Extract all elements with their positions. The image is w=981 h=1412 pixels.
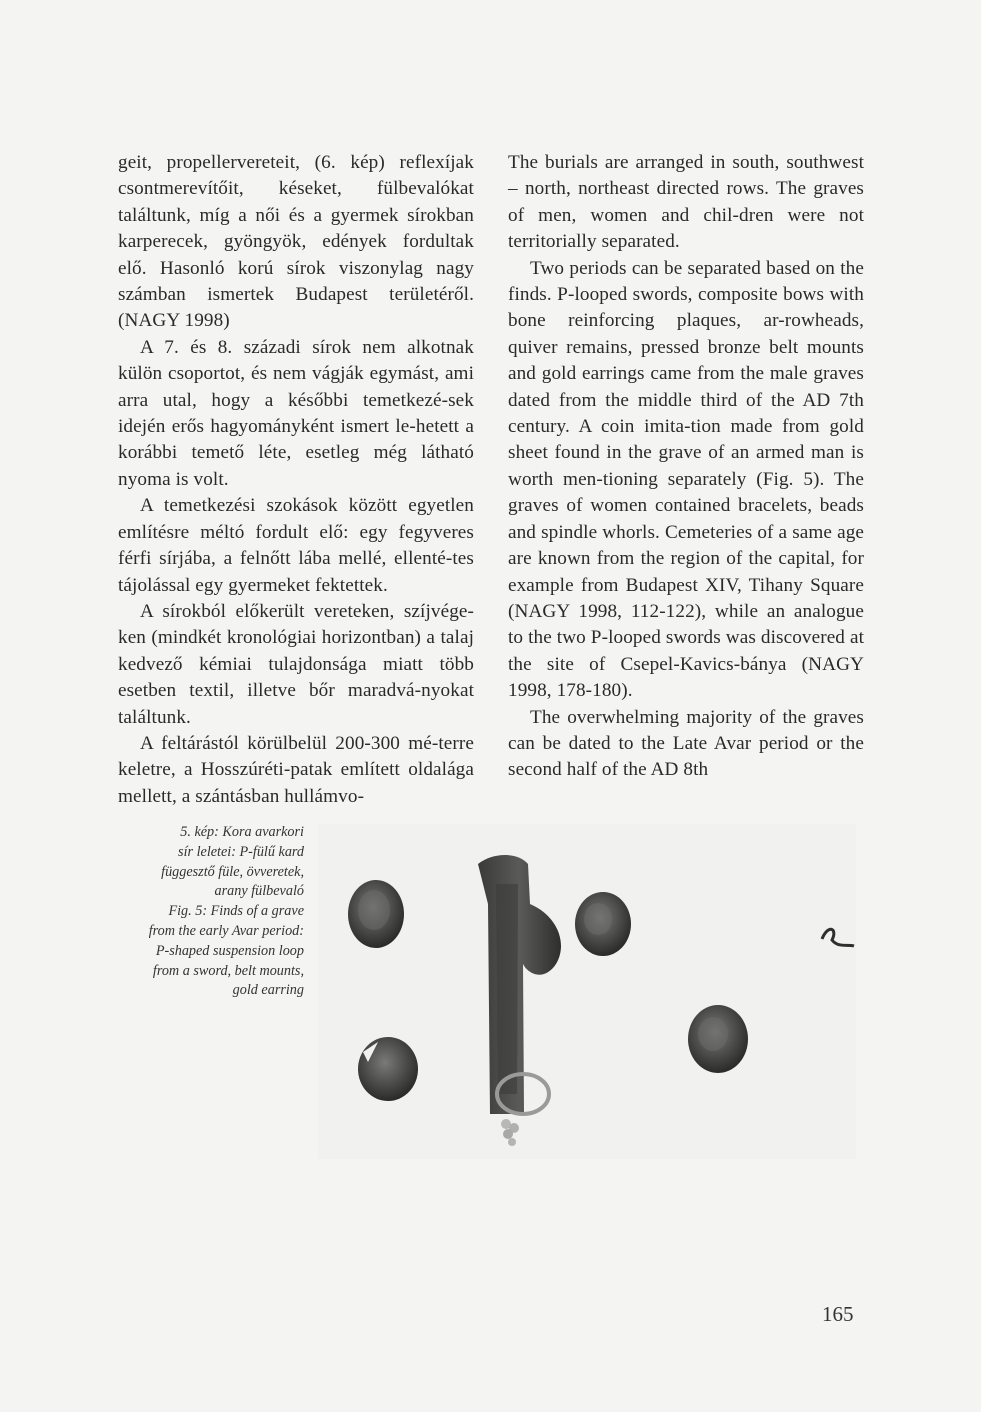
artifact-photo-illustration (318, 824, 856, 1159)
caption-line-en: from a sword, belt mounts, (152, 962, 304, 979)
caption-line-hu: függesztő füle, övveretek, (161, 863, 304, 880)
left-text-column (118, 150, 474, 810)
paragraph: A 7. és 8. századi sírok nem alkotnak külön csoportot, és nem vágják egymást, ami arra utal, hogy a későbbi temetkezé-sek idején erős hagyományként ismert le-hetett a korábbi temető léte, esetleg még látható nyoma is volt. (118, 336, 475, 490)
paragraph: A sírokból előkerült vereteken, szíjvége-ken (mindkét kronológiai horizontban) a talaj kedvező kémiai tulajdonsága miatt több esetben textil, illetve bőr maradvá-nyokat találtunk. (118, 600, 474, 728)
belt-mount-top-left (348, 880, 404, 948)
belt-mount-top-right (575, 892, 631, 956)
figure-caption (128, 823, 304, 1001)
paragraph: The burials are arranged in south, southwest – north, northeast directed rows. The graves of men, women and chil-dren were not territorially separated. (508, 152, 865, 253)
paragraph: geit, propellervereteit, (6. kép) reflexíjak csontmerevítőit, késeket, fülbevalókat találtunk, míg a női és a gyermek sírokban karperecek, gyöngyök, edények fordultak elő. Hasonló korú sírok viszonylag nagy számban ismertek Budapest területéről. (NAGY 1998) (118, 152, 474, 332)
caption-line-en: gold earring (232, 982, 304, 999)
page-number: 165 (822, 1302, 854, 1326)
paragraph: A temetkezési szokások között egyetlen említésre méltó fordult elő: egy fegyveres férfi sírjába, a felnőtt lába mellé, ellenté-tes tájolással egy gyermeket fektettek. (118, 495, 474, 596)
caption-line-hu: arany fülbevaló (214, 883, 304, 900)
caption-line-en: Fig. 5: Finds of a grave (168, 903, 304, 920)
caption-line-en: from the early Avar period: (148, 922, 304, 939)
caption-line-hu: 5. kép: Kora avarkori (180, 824, 304, 840)
belt-mount-middle-right (688, 1005, 748, 1073)
paragraph: A feltárástól körülbelül 200-300 mé-terre keletre, a Hosszúréti-patak említett oldalága mellett, a szántásban hullámvo- (118, 732, 474, 807)
caption-line-hu: sír leletei: P-fülű kard (178, 843, 304, 860)
belt-mount-bottom-left (358, 1037, 418, 1101)
caption-line-en: P-shaped suspension loop (155, 942, 304, 959)
paragraph: The overwhelming majority of the graves can be dated to the Late Avar period or the second half of the AD 8th (508, 706, 864, 781)
right-text-column (508, 150, 864, 784)
artifact-photo (318, 824, 856, 1159)
paragraph: Two periods can be separated based on the finds. P-looped swords, composite bows with bone reinforcing plaques, ar-rowheads, quiver remains, pressed bronze belt mounts and gold earrings came from the male graves dated from the middle third of the AD 7th century. A coin imita-tion made from gold sheet found in the grave of an armed man is worth men-tioning separately (Fig. 5). The graves of women contained bracelets, beads and spindle whorls. Cemeteries of a same age are known from the region of the capital, for example from Budapest XIV, Tihany Square (NAGY 1998, 112-122), while an analogue to the two P-looped swords was discovered at the site of Csepel-Kavics-bánya (NAGY 1998, 178-180). (508, 257, 865, 702)
